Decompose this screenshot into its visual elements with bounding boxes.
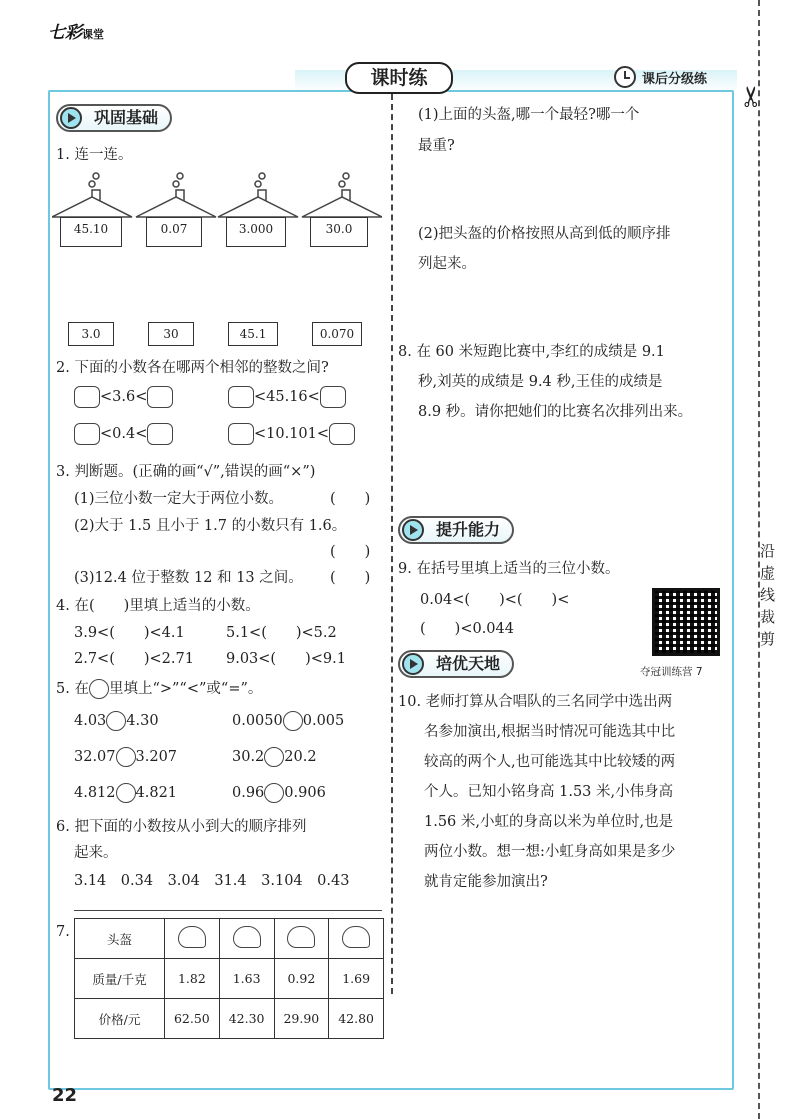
- play-icon: [402, 653, 424, 675]
- section-heading-improve: 提升能力: [398, 516, 514, 544]
- match-box: 0.070: [312, 322, 362, 346]
- price-cell: 42.30: [219, 999, 274, 1039]
- question-10-line: 10. 老师打算从合唱队的三名同学中选出两: [398, 694, 673, 710]
- q4-item: 5.1<( )<5.2: [226, 625, 337, 641]
- q4-item: 2.7<( )<2.71: [74, 651, 194, 667]
- page-title: 课时练: [345, 62, 453, 94]
- q5-item: 4.812 4.821: [74, 785, 178, 801]
- question-5-title: 5. 在 里填上“>”“<”或“=”。: [56, 681, 263, 697]
- question-4-title: 4. 在( )里填上适当的小数。: [56, 598, 260, 614]
- match-box: 30: [148, 322, 194, 346]
- house-value: 3.000: [226, 217, 286, 247]
- house-4: [302, 173, 382, 217]
- house-value: 0.07: [146, 217, 202, 247]
- house-value: 30.0: [310, 217, 368, 247]
- q5-item: 4.03 4.30: [74, 713, 159, 729]
- answer-box[interactable]: [228, 386, 254, 408]
- qr-caption: 夺冠训练营 7: [640, 666, 703, 678]
- q7-sub2: (2)把头盔的价格按照从高到低的顺序排: [418, 226, 671, 242]
- row-label: 价格/元: [75, 999, 165, 1039]
- q7-sub2-cont: 列起来。: [418, 256, 476, 272]
- play-icon: [402, 519, 424, 541]
- row-label: 头盔: [75, 919, 165, 959]
- price-cell: 29.90: [274, 999, 329, 1039]
- page-number: 22: [52, 1085, 78, 1106]
- helmet-icon: [287, 926, 315, 948]
- house-1: [52, 173, 132, 217]
- alarm-clock-icon: [614, 66, 636, 88]
- q4-item: 9.03<( )<9.1: [226, 651, 346, 667]
- question-6-title: 6. 把下面的小数按从小到大的顺序排列: [56, 819, 307, 835]
- question-3-title: 3. 判断题。(正确的画“√”,错误的画“×”): [56, 464, 316, 480]
- answer-box[interactable]: [147, 423, 173, 445]
- helmet-2: [219, 919, 274, 959]
- price-cell: 42.80: [329, 999, 384, 1039]
- house-3: [218, 173, 298, 217]
- answer-box[interactable]: [147, 386, 173, 408]
- helmet-icon: [178, 926, 206, 948]
- scissors-icon: ✂: [735, 84, 769, 109]
- brand-logo: 七彩课堂: [48, 23, 104, 43]
- q3-item: (1)三位小数一定大于两位小数。: [74, 491, 284, 507]
- house-2: [136, 173, 216, 217]
- compare-circle[interactable]: [116, 747, 136, 767]
- q4-item: 3.9<( )<4.1: [74, 625, 185, 641]
- answer-line[interactable]: [74, 910, 382, 911]
- q2-item: <3.6<: [74, 386, 173, 408]
- q9-line: ( )<0.044: [420, 621, 514, 637]
- question-10-line: 1.56 米,小虹的身高以米为单位时,也是: [424, 814, 674, 830]
- question-8-line: 8.9 秒。请你把她们的比赛名次排列出来。: [418, 404, 693, 420]
- column-divider: [391, 94, 393, 994]
- play-icon: [60, 107, 82, 129]
- question-10-line: 较高的两个人,也可能选其中比较矮的两: [424, 754, 676, 770]
- q2-item: <45.16<: [228, 386, 346, 408]
- page-subtitle: 课后分级练: [642, 72, 708, 87]
- q5-item: 30.2 20.2: [232, 749, 317, 765]
- answer-box[interactable]: [74, 423, 100, 445]
- question-10-line: 个人。已知小铭身高 1.53 米,小伟身高: [424, 784, 674, 800]
- question-6-title-cont: 起来。: [74, 845, 118, 861]
- circle-symbol: [89, 679, 109, 699]
- compare-circle[interactable]: [116, 783, 136, 803]
- mass-cell: 1.63: [219, 959, 274, 999]
- price-cell: 62.50: [165, 999, 220, 1039]
- helmet-1: [165, 919, 220, 959]
- q7-sub1: (1)上面的头盔,哪一个最轻?哪一个: [418, 107, 640, 123]
- house-value: 45.10: [60, 217, 122, 247]
- mass-cell: 0.92: [274, 959, 329, 999]
- match-box: 45.1: [228, 322, 278, 346]
- q2-item: <0.4<: [74, 423, 173, 445]
- compare-circle[interactable]: [264, 783, 284, 803]
- compare-circle[interactable]: [106, 711, 126, 731]
- q9-line: 0.04<( )<( )<: [420, 592, 570, 608]
- qr-code[interactable]: [652, 588, 720, 656]
- question-10-line: 就肯定能参加演出?: [424, 874, 548, 890]
- compare-circle[interactable]: [264, 747, 284, 767]
- q2-item: <10.101<: [228, 423, 355, 445]
- q3-item: (3)12.4 位于整数 12 和 13 之间。: [74, 570, 303, 586]
- helmet-icon: [342, 926, 370, 948]
- q5-item: 32.07 3.207: [74, 749, 178, 765]
- question-1-title: 1. 连一连。: [56, 147, 133, 163]
- mass-cell: 1.82: [165, 959, 220, 999]
- mass-cell: 1.69: [329, 959, 384, 999]
- cut-instruction: 沿 虚 线 裁 剪: [760, 542, 776, 648]
- helmet-icon: [233, 926, 261, 948]
- answer-paren[interactable]: ( ): [330, 544, 371, 560]
- helmet-3: [274, 919, 329, 959]
- answer-paren[interactable]: ( ): [330, 570, 371, 586]
- question-8-line: 8. 在 60 米短跑比赛中,李红的成绩是 9.1: [398, 344, 665, 360]
- helmet-table: [74, 918, 384, 1039]
- answer-paren[interactable]: ( ): [330, 491, 371, 507]
- q5-item: 0.0050 0.005: [232, 713, 345, 729]
- section-heading-advanced: 培优天地: [398, 650, 514, 678]
- q3-item: (2)大于 1.5 且小于 1.7 的小数只有 1.6。: [74, 518, 347, 534]
- question-7-number: 7.: [56, 924, 70, 940]
- answer-box[interactable]: [329, 423, 355, 445]
- answer-box[interactable]: [228, 423, 254, 445]
- section-heading-basics: 巩固基础: [56, 104, 172, 132]
- q7-sub1-cont: 最重?: [418, 138, 455, 154]
- answer-box[interactable]: [320, 386, 346, 408]
- question-9-title: 9. 在括号里填上适当的三位小数。: [398, 561, 620, 577]
- question-8-line: 秒,刘英的成绩是 9.4 秒,王佳的成绩是: [418, 374, 663, 390]
- compare-circle[interactable]: [283, 711, 303, 731]
- question-2-title: 2. 下面的小数各在哪两个相邻的整数之间?: [56, 360, 329, 376]
- q5-item: 0.96 0.906: [232, 785, 326, 801]
- helmet-4: [329, 919, 384, 959]
- match-box: 3.0: [68, 322, 114, 346]
- question-10-line: 名参加演出,根据当时情况可能选其中比: [424, 724, 676, 740]
- answer-box[interactable]: [74, 386, 100, 408]
- row-label: 质量/千克: [75, 959, 165, 999]
- q6-numbers: 3.14 0.34 3.04 31.4 3.104 0.43: [74, 873, 350, 889]
- question-10-line: 两位小数。想一想:小虹身高如果是多少: [424, 844, 676, 860]
